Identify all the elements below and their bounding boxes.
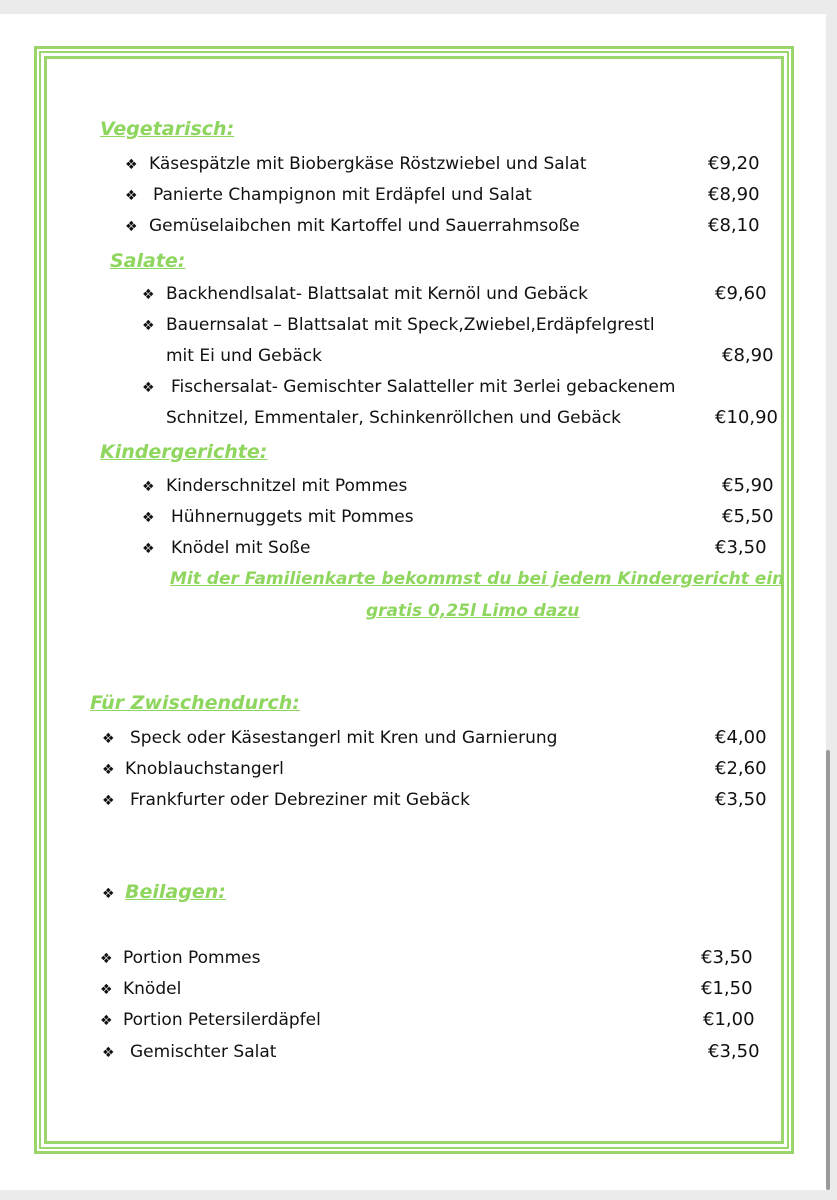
menu-item-price: €9,60 [715,283,767,304]
menu-item-name: Backhendlsalat- Blattsalat mit Kernöl und Gebäck [166,284,588,304]
bullet-icon: ❖ [102,1045,115,1061]
menu-item-name: Knödel [123,979,182,999]
menu-item-name: Fischersalat- Gemischter Salatteller mit 3erlei gebackenem [171,377,676,397]
menu-item-name: Portion Petersilerdäpfel [123,1010,321,1030]
menu-item-price: €3,50 [715,789,767,810]
menu-item-price: €1,00 [703,1009,755,1030]
menu-item-price: €1,50 [701,978,753,999]
menu-item-name: Hühnernuggets mit Pommes [171,507,414,527]
menu-item-name: Speck oder Käsestangerl mit Kren und Garnierung [130,728,558,748]
section-title-zwischendurch: Für Zwischendurch: [90,692,300,714]
menu-item-price: €4,00 [715,727,767,748]
section-title-beilagen: Beilagen: [125,881,226,903]
menu-item-name: Frankfurter oder Debreziner mit Gebäck [130,790,470,810]
menu-item-price: €5,90 [722,475,774,496]
menu-item-name: Käsespätzle mit Biobergkäse Röstzwiebel und Salat [149,154,587,174]
menu-item-name-continued: Schnitzel, Emmentaler, Schinkenröllchen und Gebäck [166,408,622,428]
menu-item-name: Panierte Champignon mit Erdäpfel und Salat [153,185,532,205]
menu-item-price: €3,50 [708,1041,760,1062]
menu-item-name: Bauernsalat – Blattsalat mit Speck,Zwiebel,Erdäpfelgrestl [166,315,655,335]
bullet-icon: ❖ [125,188,138,204]
family-card-note-line2: gratis 0,25l Limo dazu [366,601,580,621]
menu-item-name: Gemüselaibchen mit Kartoffel und Sauerrahmsoße [149,216,580,236]
bullet-icon: ❖ [100,1013,113,1029]
bullet-icon: ❖ [102,793,115,809]
menu-item-name: Gemischter Salat [130,1042,277,1062]
menu-item-price: €2,60 [715,758,767,779]
bullet-icon: ❖ [125,157,138,173]
bullet-icon: ❖ [142,541,155,557]
menu-item-price: €10,90 [715,407,778,428]
menu-item-price: €5,50 [722,506,774,527]
bullet-icon: ❖ [100,951,113,967]
bullet-icon: ❖ [102,762,115,778]
menu-item-price: €8,10 [708,215,760,236]
menu-item-price: €3,50 [701,947,753,968]
section-title-kindergerichte: Kindergerichte: [100,441,268,463]
bullet-icon: ❖ [102,731,115,747]
menu-item-name: Knoblauchstangerl [125,759,284,779]
bullet-icon: ❖ [142,479,155,495]
menu-item-name: Kinderschnitzel mit Pommes [166,476,408,496]
menu-item-name-continued: mit Ei und Gebäck [166,346,322,366]
menu-item-price: €3,50 [715,537,767,558]
menu-item-price: €8,90 [722,345,774,366]
menu-item-name: Knödel mit Soße [171,538,311,558]
bullet-icon: ❖ [102,886,115,902]
menu-item-price: €8,90 [708,184,760,205]
bullet-icon: ❖ [142,287,155,303]
bullet-icon: ❖ [142,380,155,396]
menu-item-name: Portion Pommes [123,948,261,968]
section-title-vegetarisch: Vegetarisch: [100,118,235,140]
section-title-salate: Salate: [110,250,186,272]
bullet-icon: ❖ [125,219,138,235]
bullet-icon: ❖ [142,510,155,526]
family-card-note-line1: Mit der Familienkarte bekommst du bei jedem Kindergericht ein [170,569,785,589]
scrollbar[interactable] [826,750,830,1190]
menu-item-price: €9,20 [708,153,760,174]
bullet-icon: ❖ [100,982,113,998]
bullet-icon: ❖ [142,318,155,334]
